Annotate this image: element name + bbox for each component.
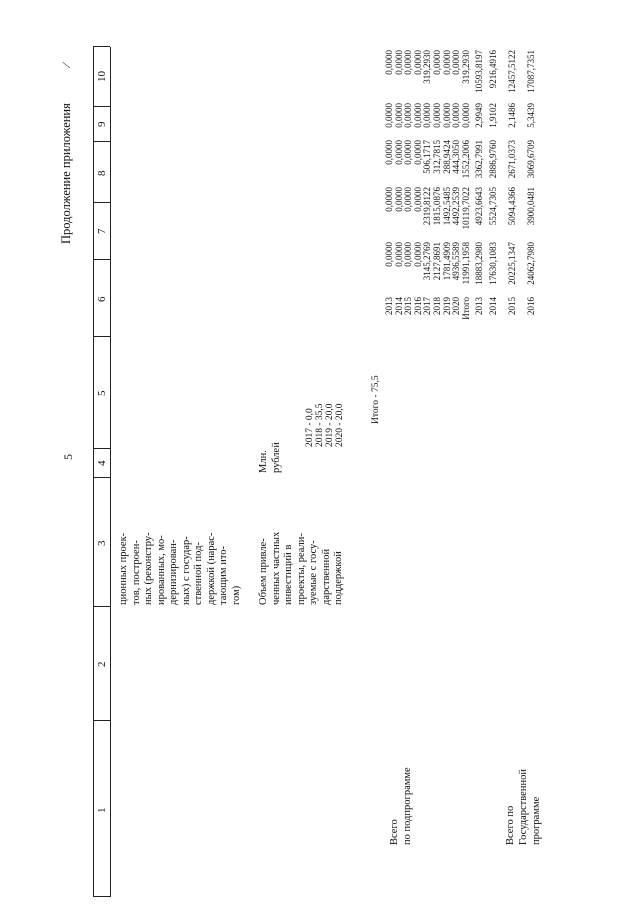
subprogram-col7-values: 0,0000 0,0000 0,0000 0,0000 2319,8122 1815,0876 1492,5485 4492,2539 10119,7022 [384, 187, 471, 230]
total-program-label: Всего по Государственной программе [505, 769, 542, 845]
header-row-border [110, 47, 111, 897]
col-divider-9-10 [93, 106, 110, 107]
column-header-7: 7 [96, 228, 108, 234]
program-col7-values: 4923,6643 5524,7305 5094,4366 3900,0481 [474, 187, 536, 226]
column-header-8: 8 [96, 170, 108, 176]
page-number: 5 [61, 454, 75, 460]
table-right-border [93, 46, 110, 47]
subprogram-col8-values: 0,0000 0,0000 0,0000 0,0000 506,1717 312,7815 288,9424 444,3050 1552,2006 [384, 140, 471, 179]
program-col6-values: 18883,2980 17630,1083 20225,1347 24062,7980 [474, 242, 536, 285]
column-header-10: 10 [96, 71, 108, 82]
continuation-mark-icon: ⁄ [59, 63, 73, 66]
target-values-list: 2017 - 0,0 2018 - 35,5 2019 - 20,0 2020 - 20,0 [305, 403, 345, 447]
table-top-border [93, 47, 94, 897]
program-col10-values: 10593,8197 9216,4916 12457,5122 17087,7351 [474, 50, 536, 93]
col-divider-7-8 [93, 202, 110, 203]
column-header-9: 9 [96, 121, 108, 127]
column-header-5: 5 [96, 390, 108, 396]
indicator-description-part-a: ционных проек- тов, построен- ных (реконстру- ированных, мо- дернизирован- ных) с государ- ственной под- держкой (нарас- тающим ито- гом) [118, 532, 242, 605]
target-total: Итого - 75,5 [371, 375, 381, 424]
subprogram-col9-values: 0,0000 0,0000 0,0000 0,0000 0,0000 0,0000 0,0000 0,0000 0,0000 [384, 103, 471, 128]
col-divider-4-5 [93, 448, 110, 449]
program-years: 2013 2014 2015 2016 [474, 297, 536, 315]
table-left-border [93, 896, 110, 897]
indicator-description-part-b: Объем привле- ченных частных инвестиций в проекты, реали- зуемые с госу- дарственной поддержкой [258, 531, 344, 605]
column-header-1: 1 [96, 807, 108, 813]
unit-of-measure: Млн. рублей [258, 442, 282, 473]
col-divider-8-9 [93, 141, 110, 142]
program-col9-values: 2,9949 1,9102 2,1486 5,3439 [474, 103, 536, 128]
col-divider-5-6 [93, 336, 110, 337]
column-header-4: 4 [96, 460, 108, 466]
continuation-title: Продолжение приложения [59, 103, 73, 244]
col-divider-2-3 [93, 606, 110, 607]
column-header-2: 2 [96, 661, 108, 667]
total-subprogram-label: Всего по подпрограмме [389, 767, 413, 845]
column-header-6: 6 [96, 296, 108, 302]
subprogram-col10-values: 0,0000 0,0000 0,0000 0,0000 319,2930 0,0000 0,0000 0,0000 319,2930 [384, 50, 471, 84]
col-divider-1-2 [93, 720, 110, 721]
column-header-3: 3 [96, 540, 108, 546]
col-divider-3-4 [93, 477, 110, 478]
col-divider-6-7 [93, 259, 110, 260]
subprogram-years: 2013 2014 2015 2016 2017 2018 2019 2020 Итого [384, 297, 471, 320]
program-col8-values: 3362,7991 2886,9760 2671,0373 3069,6709 [474, 140, 536, 179]
subprogram-col6-values: 0,0000 0,0000 0,0000 0,0000 3145,2769 2127,8691 1781,4909 4936,5589 11991,1958 [384, 242, 471, 285]
